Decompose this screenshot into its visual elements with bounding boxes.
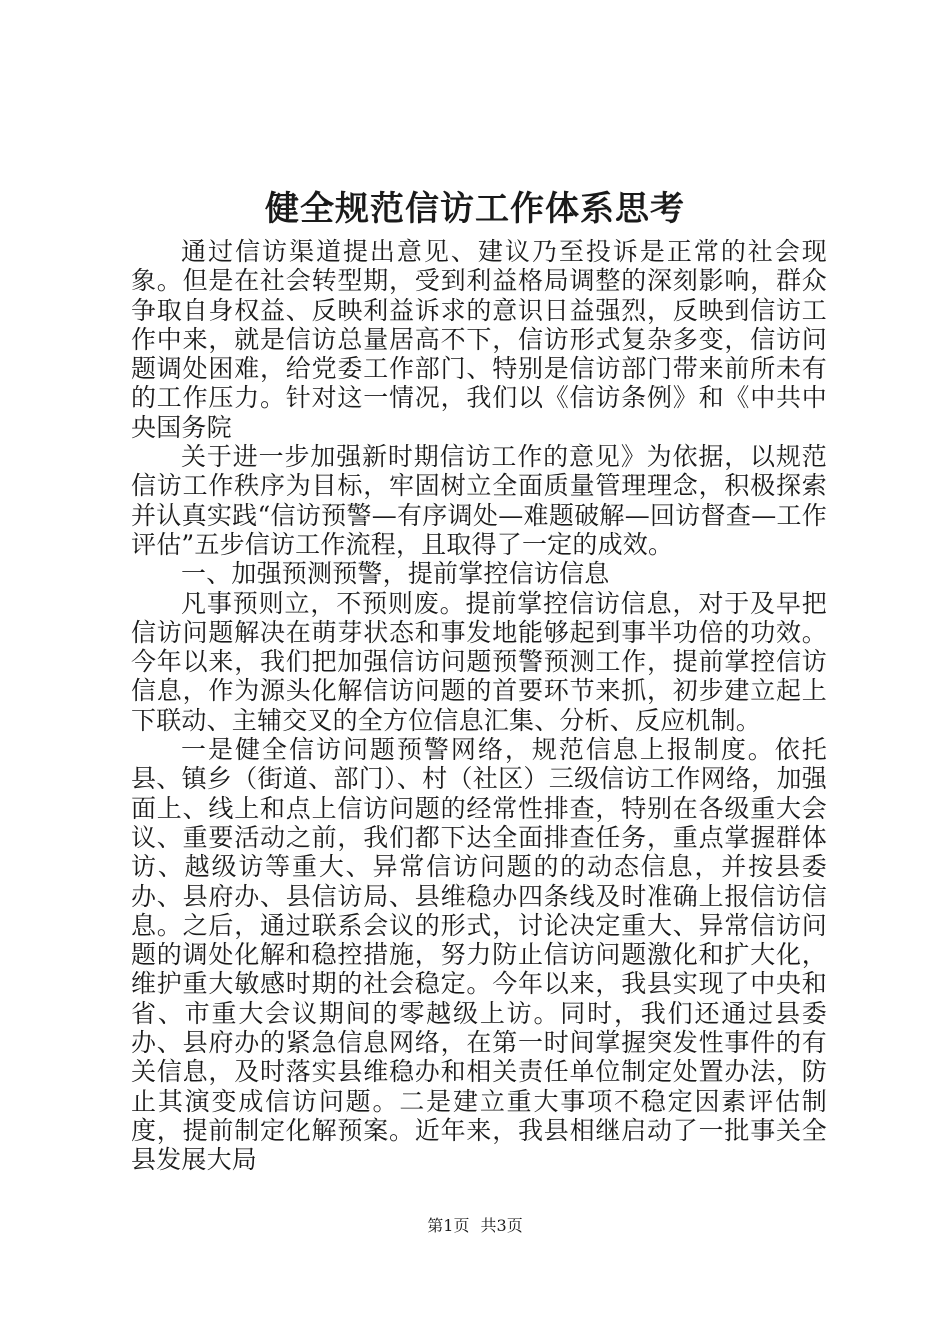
- paragraph-section-1-measures: 一是健全信访问题预警网络，规范信息上报制度。依托县、镇乡（街道、部门）、村（社区）三级信访工作网络，加强面上、线上和点上信访问题的经常性排查，特别在各级重大会议、重要活动之前，我们都下达全面排查任务，重点掌握群体访、越级访等重大、异常信访问题的的动态信息，并按县委办、县府办、县信访局、县维稳办四条线及时准确上报信访信息。之后，通过联系会议的形式，讨论决定重大、异常信访问题的调处化解和稳控措施，努力防止信访问题激化和扩大化，维护重大敏感时期的社会稳定。今年以来，我县实现了中央和省、市重大会议期间的零越级上访。同时，我们还通过县委办、县府办的紧急信息网络，在第一时间掌握突发性事件的有关信息，及时落实县维稳办和相关责任单位制定处置办法，防止其演变成信访问题。二是建立重大事项不稳定因素评估制度，提前制定化解预案。近年来，我县相继启动了一批事关全县发展大局: [131, 735, 827, 1175]
- paragraph-section-1-intro: 凡事预则立，不预则废。提前掌控信访信息，对于及早把信访问题解决在萌芽状态和事发地能够起到事半功倍的功效。今年以来，我们把加强信访问题预警预测工作，提前掌控信访信息，作为源头化解信访问题的首要环节来抓，初步建立起上下联动、主辅交叉的全方位信息汇集、分析、反应机制。: [131, 588, 827, 735]
- paragraph-intro: 通过信访渠道提出意见、建议乃至投诉是正常的社会现象。但是在社会转型期，受到利益格局调整的深刻影响，群众争取自身权益、反映利益诉求的意识日益强烈，反映到信访工作中来，就是信访总量居高不下，信访形式复杂多变，信访问题调处困难，给党委工作部门、特别是信访部门带来前所未有的工作压力。针对这一情况，我们以《信访条例》和《中共中央国务院: [131, 237, 827, 442]
- document-title: 健全规范信访工作体系思考: [265, 189, 685, 229]
- page-total: 共3页: [480, 1216, 523, 1235]
- page-number: 第1页: [427, 1216, 470, 1235]
- section-heading-1: 一、加强预测预警，提前掌控信访信息: [181, 559, 610, 589]
- document-body: [131, 237, 827, 1175]
- paragraph-basis: 关于进一步加强新时期信访工作的意见》为依据，以规范信访工作秩序为目标，牢固树立全面质量管理理念，积极探索并认真实践“信访预警—有序调处—难题破解—回访督查—工作评估”五步信访工作流程，且取得了一定的成效。: [131, 442, 827, 559]
- page-footer: [0, 1215, 950, 1237]
